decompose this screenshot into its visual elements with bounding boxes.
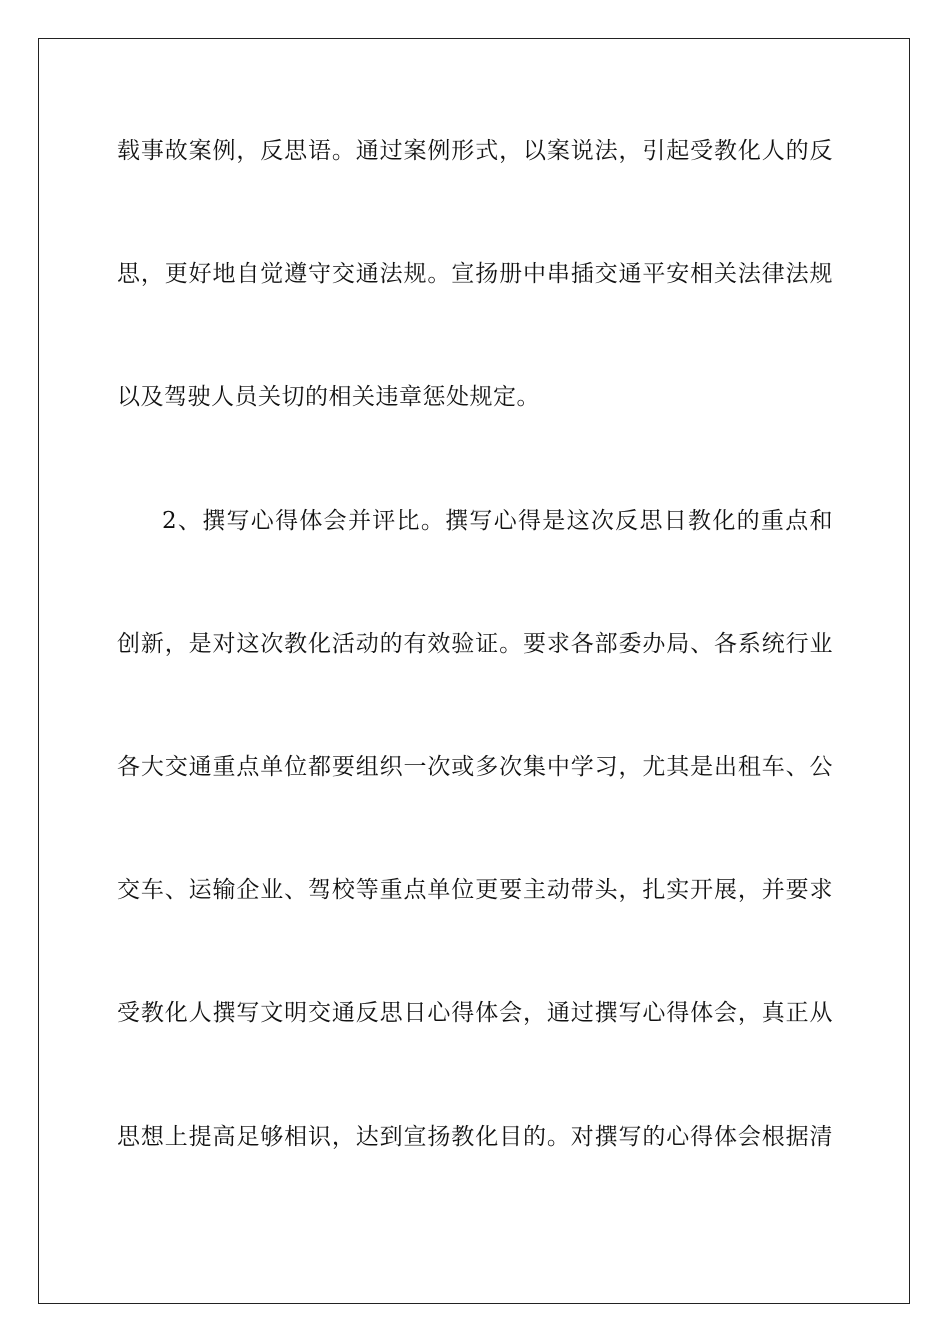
text-line-1: 载事故案例，反思语。通过案例形式，以案说法，引起受教化人的反 <box>117 138 833 164</box>
text-line-8: 受教化人撰写文明交通反思日心得体会，通过撰写心得体会，真正从 <box>117 1000 833 1026</box>
text-line-3: 以及驾驶人员关切的相关违章惩处规定。 <box>117 384 540 410</box>
text-line-7: 交车、运输企业、驾校等重点单位更要主动带头，扎实开展，并要求 <box>117 877 833 903</box>
text-line-6: 各大交通重点单位都要组织一次或多次集中学习，尤其是出租车、公 <box>117 754 833 780</box>
text-line-2: 思，更好地自觉遵守交通法规。宣扬册中串插交通平安相关法律法规 <box>117 261 833 287</box>
text-line-4: 2、撰写心得体会并评比。撰写心得是这次反思日教化的重点和 <box>162 508 833 534</box>
text-line-9: 思想上提高足够相识，达到宣扬教化目的。对撰写的心得体会根据清 <box>117 1124 833 1150</box>
text-line-5: 创新，是对这次教化活动的有效验证。要求各部委办局、各系统行业 <box>117 631 833 657</box>
page-border <box>38 38 910 1304</box>
